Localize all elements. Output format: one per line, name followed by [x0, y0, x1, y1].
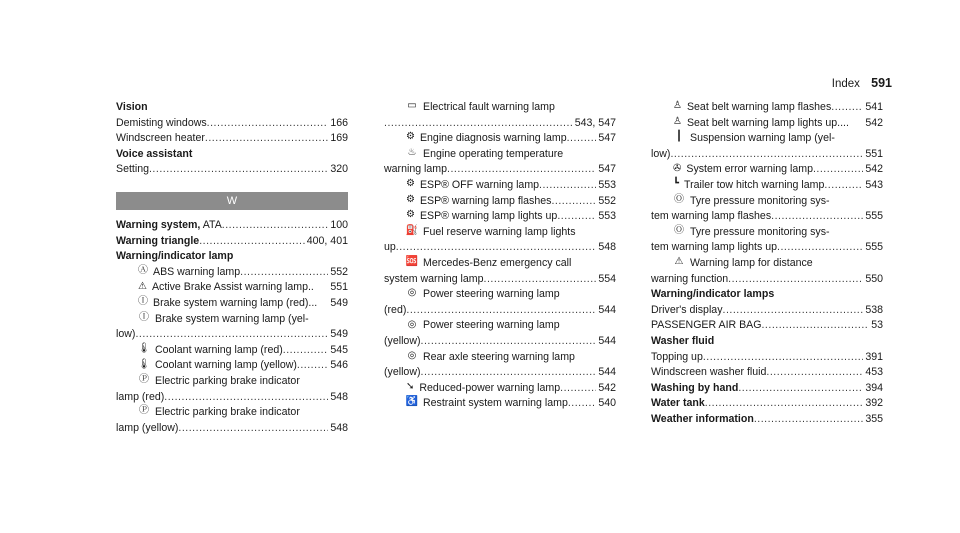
page-ref: 550	[865, 272, 883, 285]
entry-text: (red)	[384, 303, 407, 316]
page-ref: 540	[598, 397, 616, 410]
index-entry[interactable]	[384, 334, 616, 350]
index-entry[interactable]	[116, 280, 348, 296]
entry-text: Electric parking brake indicator	[155, 374, 300, 387]
entry-text: Tyre pressure monitoring sys-	[690, 225, 830, 238]
page-ref: 544	[598, 303, 616, 316]
page-ref: 543, 547	[574, 116, 616, 129]
page-ref: 554	[598, 272, 616, 285]
page-number: 591	[871, 76, 892, 90]
page-ref: 548	[598, 241, 616, 254]
power-steering-icon: ◎	[407, 287, 417, 299]
index-entry[interactable]	[651, 100, 883, 116]
index-entry[interactable]: Windscreen heater ..... 169	[116, 131, 348, 147]
index-entry[interactable]	[384, 100, 616, 116]
index-entry[interactable]	[384, 272, 616, 288]
brake-assist-icon: ⚠	[138, 280, 147, 292]
index-entry[interactable]	[384, 131, 616, 147]
page-ref: 545	[330, 343, 348, 356]
index-column-3	[651, 100, 883, 427]
page-ref: 541	[865, 101, 883, 113]
entry-text: Power steering warning lamp	[423, 288, 560, 301]
index-entry[interactable]	[651, 240, 883, 256]
entry-text: (yellow)	[384, 366, 421, 379]
page-ref: 553	[598, 210, 616, 223]
index-heading: Voice assistant	[116, 147, 193, 160]
abs-icon: Ⓐ	[138, 264, 148, 276]
index-heading: Washer fluid	[651, 334, 715, 347]
index-entry[interactable]	[651, 272, 883, 288]
index-entry[interactable]	[116, 390, 348, 406]
index-entry[interactable]	[651, 209, 883, 225]
entry-text: low)	[651, 147, 671, 160]
page-ref: 543	[865, 178, 883, 191]
index-entry[interactable]: Water tank ..... 392	[651, 396, 883, 412]
icon-entry-list	[384, 100, 616, 412]
page-ref: 555	[865, 241, 883, 254]
index-entry[interactable]	[116, 405, 348, 421]
index-column-2	[384, 100, 616, 412]
index-entry[interactable]	[384, 303, 616, 319]
index-entry[interactable]	[651, 178, 883, 194]
entry-text: tem warning lamp lights up	[651, 241, 778, 254]
entry-text: warning function	[651, 272, 729, 285]
index-entry[interactable]	[384, 350, 616, 366]
index-entry[interactable]	[384, 256, 616, 272]
page-ref: 547	[598, 163, 616, 176]
seat-belt-icon: ♙	[673, 115, 682, 127]
index-entry[interactable]	[651, 162, 883, 178]
entry-text: warning lamp	[384, 163, 448, 176]
entry-text: ESP® warning lamp flashes	[419, 194, 552, 207]
coolant-icon: 🌡	[137, 358, 151, 370]
brake-system-icon: Ⓘ	[138, 296, 148, 308]
page-ref: 551	[865, 147, 883, 160]
index-entry[interactable]	[116, 421, 348, 437]
page-ref: 548	[330, 390, 348, 403]
fuel-icon: ⛽	[405, 224, 419, 236]
index-entry[interactable]: Demisting windows ..... 166	[116, 116, 348, 132]
index-entry[interactable]: Washing by hand ..... 394	[651, 381, 883, 397]
entry-text: Suspension warning lamp (yel-	[690, 132, 835, 145]
entry-text: Coolant warning lamp (yellow)	[155, 359, 297, 372]
page-ref: 542	[598, 381, 616, 394]
index-entry[interactable]	[384, 396, 616, 412]
index-entry[interactable]: Topping up ..... 391	[651, 350, 883, 366]
parking-brake-icon: Ⓟ	[139, 374, 149, 386]
page-ref: 548	[330, 421, 348, 434]
index-entry[interactable]	[116, 312, 348, 328]
index-entry[interactable]	[384, 287, 616, 303]
page-ref: 552	[330, 265, 348, 278]
rear-axle-steering-icon: ◎	[407, 349, 417, 361]
entry-text: lamp (yellow)	[116, 421, 179, 434]
entry-text: Tyre pressure monitoring sys-	[690, 194, 830, 207]
seat-belt-icon: ♙	[673, 100, 682, 112]
brake-system-icon: Ⓘ	[139, 311, 149, 323]
tyre-pressure-icon: Ⓞ	[674, 193, 684, 205]
page-header	[832, 76, 892, 90]
entry-text: Trailer tow hitch warning lamp	[684, 178, 825, 191]
entry-text: Engine operating temperature	[423, 147, 564, 160]
index-heading: Vision	[116, 101, 148, 113]
page-ref: 542	[865, 163, 883, 176]
index-entry[interactable]: Warning system, ATA ..... 100	[116, 218, 348, 234]
suspension-icon: ┃	[675, 131, 683, 143]
index-entry[interactable]	[651, 194, 883, 210]
entry-text: Electric parking brake indicator	[155, 406, 300, 419]
index-entry[interactable]: Driver's display ..... 538	[651, 303, 883, 319]
entry-text: Reduced-power warning lamp	[419, 381, 561, 394]
index-entry[interactable]	[116, 327, 348, 343]
index-entry[interactable]	[384, 116, 616, 132]
entry-text: Warning lamp for distance	[690, 256, 813, 269]
entry-text: up	[384, 241, 396, 254]
entry-text: tem warning lamp flashes	[651, 210, 772, 223]
restraint-system-icon: ♿	[405, 396, 419, 408]
index-entry[interactable]	[384, 162, 616, 178]
entry-text: Engine diagnosis warning lamp	[419, 132, 567, 145]
esp-icon: ⚙	[406, 193, 415, 205]
index-entry[interactable]	[384, 381, 616, 397]
index-entry[interactable]: Setting ..... 320	[116, 162, 348, 178]
trailer-hitch-icon: ┗	[673, 178, 680, 190]
index-entry[interactable]	[651, 116, 883, 132]
index-entry[interactable]	[651, 256, 883, 272]
entry-text: lamp (red)	[116, 390, 165, 403]
page-ref: 552	[598, 194, 616, 207]
entry-text: Restraint system warning lamp	[423, 397, 568, 410]
index-entry[interactable]	[116, 265, 348, 281]
power-steering-icon: ◎	[407, 318, 417, 330]
index-heading: Warning/indicator lamps	[651, 288, 775, 301]
esp-off-icon: ⚙	[406, 178, 415, 190]
parking-brake-icon: Ⓟ	[139, 405, 149, 417]
entry-text: Fuel reserve warning lamp lights	[423, 225, 576, 238]
icon-entry-list	[651, 100, 883, 287]
page-ref: 549	[330, 296, 348, 309]
index-entry[interactable]	[651, 147, 883, 163]
entry-text: Power steering warning lamp	[423, 319, 560, 332]
index-entry[interactable]	[116, 296, 348, 312]
battery-icon: ▭	[407, 100, 417, 112]
index-heading: Warning/indicator lamp	[116, 250, 234, 263]
entry-text: Brake system warning lamp (yel-	[155, 312, 309, 325]
index-entry[interactable]	[384, 147, 616, 163]
page-ref: 549	[330, 328, 348, 341]
coolant-icon: 🌡	[137, 342, 151, 354]
index-entry[interactable]: Weather information ..... 355	[651, 412, 883, 428]
entry-text: System error warning lamp	[686, 163, 813, 176]
sos-icon: 🆘	[405, 256, 419, 268]
entry-text: ESP® OFF warning lamp	[419, 178, 540, 191]
index-entry[interactable]: Warning triangle ..... 400, 401	[116, 234, 348, 250]
page-ref: 553	[598, 178, 616, 191]
entry-text: Rear axle steering warning lamp	[423, 350, 575, 363]
entry-text: (yellow)	[384, 334, 421, 347]
index-entry[interactable]	[384, 225, 616, 241]
index-entry[interactable]	[651, 131, 883, 147]
page-ref: 547	[598, 132, 616, 145]
entry-text: Coolant warning lamp (red)	[155, 343, 283, 356]
entry-text: ABS warning lamp	[153, 265, 241, 278]
temperature-icon: ♨	[407, 146, 417, 158]
index-entry[interactable]	[116, 343, 348, 359]
index-entry[interactable]	[116, 358, 348, 374]
entry-text: Mercedes-Benz emergency call	[423, 256, 572, 269]
index-entry[interactable]	[116, 374, 348, 390]
index-entry[interactable]	[384, 365, 616, 381]
esp-icon: ⚙	[406, 209, 415, 221]
page-ref: 544	[598, 334, 616, 347]
index-entry[interactable]: Windscreen washer fluid ..... 453	[651, 365, 883, 381]
index-entry[interactable]	[384, 209, 616, 225]
distance-warning-icon: ⚠	[674, 256, 684, 268]
icon-entry-list	[116, 265, 348, 437]
page-ref: 555	[865, 210, 883, 223]
section-letter-bar: W	[116, 192, 348, 210]
tyre-pressure-icon: Ⓞ	[674, 224, 684, 236]
index-entry[interactable]	[651, 225, 883, 241]
page-ref: 544	[598, 366, 616, 379]
index-entry[interactable]	[384, 240, 616, 256]
entry-text: Active Brake Assist warning lamp..	[151, 281, 314, 294]
engine-icon: ⚙	[406, 131, 415, 143]
header-label: Index	[831, 78, 860, 90]
page-ref: 546	[330, 359, 348, 372]
index-entry[interactable]	[384, 178, 616, 194]
index-entry[interactable]	[384, 318, 616, 334]
entry-text: ESP® warning lamp lights up	[419, 210, 558, 223]
page-ref: 551	[330, 281, 348, 294]
system-error-icon: ✇	[673, 162, 682, 174]
entry-text: Seat belt warning lamp lights up....	[686, 116, 849, 129]
entry-text: Seat belt warning lamp flashes	[686, 101, 832, 113]
index-entry[interactable]	[384, 194, 616, 210]
index-entry[interactable]: PASSENGER AIR BAG ..... 53	[651, 318, 883, 334]
entry-text: Electrical fault warning lamp	[423, 101, 555, 113]
entry-text: low)	[116, 328, 136, 341]
reduced-power-icon: ➘	[406, 380, 415, 392]
page-ref: 542	[865, 116, 883, 129]
entry-text: system warning lamp	[384, 272, 484, 285]
index-column-1	[116, 100, 348, 436]
entry-text: Brake system warning lamp (red)...	[153, 296, 318, 309]
